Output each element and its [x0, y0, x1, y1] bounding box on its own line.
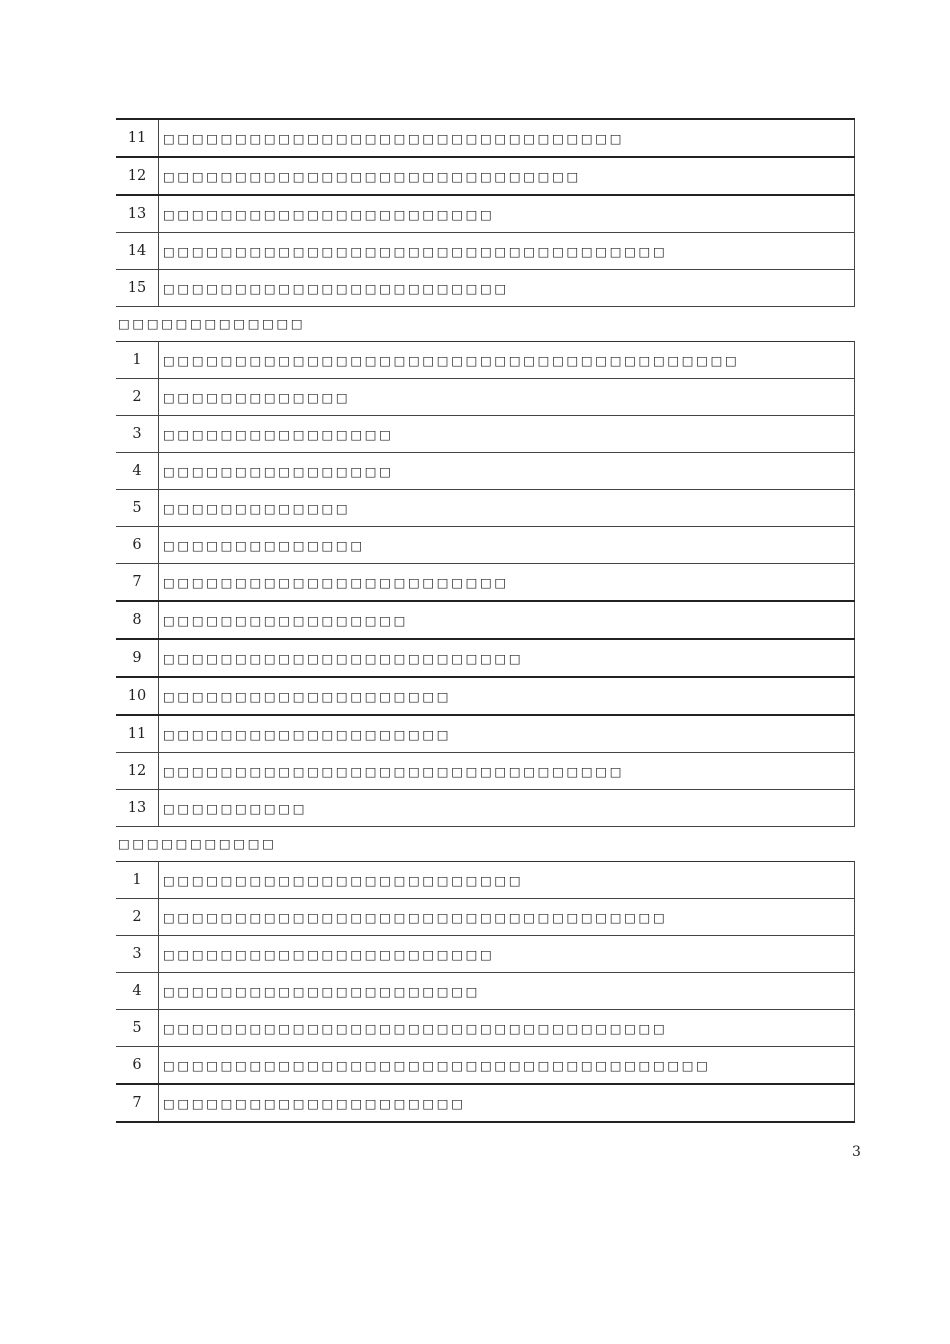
- table-row: [116, 416, 855, 453]
- row-number: 7: [116, 1084, 159, 1122]
- table-row: [116, 677, 855, 715]
- table-row: [116, 119, 855, 157]
- row-number: 10: [116, 677, 159, 715]
- row-text: □□□□□□□□□□□□□□□□□□□□: [159, 715, 855, 753]
- row-text: □□□□□□□□□□□□□□□□□: [159, 601, 855, 639]
- row-text: □□□□□□□□□□□□□□□□□□□□□□: [159, 973, 855, 1010]
- table-row: [116, 453, 855, 490]
- row-text: □□□□□□□□□□□□□□□□: [159, 453, 855, 490]
- row-number: 1: [116, 862, 159, 899]
- row-number: 13: [116, 195, 159, 233]
- item-table-c: [116, 861, 855, 1123]
- table-row: [116, 379, 855, 416]
- row-number: 12: [116, 753, 159, 790]
- item-table-a: [116, 118, 855, 307]
- row-text: □□□□□□□□□□□□□: [159, 379, 855, 416]
- row-number: 7: [116, 564, 159, 602]
- table-row: [116, 936, 855, 973]
- table-row: [116, 527, 855, 564]
- row-number: 5: [116, 1010, 159, 1047]
- row-number: 2: [116, 899, 159, 936]
- row-number: 11: [116, 715, 159, 753]
- row-text: □□□□□□□□□□□□□□□□□□□□□□□□□□□□□□□□□□□□□□: [159, 1047, 855, 1085]
- section-heading-b: □□□□□□□□□□□□□: [118, 316, 306, 331]
- row-text: □□□□□□□□□□□□□□□□□□□□□□□□□□□□□□□□: [159, 119, 855, 157]
- table-row: [116, 753, 855, 790]
- row-number: 15: [116, 270, 159, 307]
- row-number: 6: [116, 1047, 159, 1085]
- item-table-b: [116, 341, 855, 827]
- row-text: □□□□□□□□□□□□□□□□□□□□□□□□□□□□□□□□□□□: [159, 233, 855, 270]
- row-text: □□□□□□□□□□□□□□□□□□□□□□□□□: [159, 639, 855, 677]
- table-row: [116, 157, 855, 195]
- row-text: □□□□□□□□□□□□□□□□□□□□: [159, 677, 855, 715]
- table-row: [116, 195, 855, 233]
- row-number: 12: [116, 157, 159, 195]
- table-row: [116, 233, 855, 270]
- row-number: 5: [116, 490, 159, 527]
- row-number: 14: [116, 233, 159, 270]
- table-row: [116, 715, 855, 753]
- row-number: 13: [116, 790, 159, 827]
- table-row: [116, 490, 855, 527]
- row-text: □□□□□□□□□□□□□□: [159, 527, 855, 564]
- row-text: □□□□□□□□□□□□□□□□□□□□□□□□□: [159, 862, 855, 899]
- table-row: [116, 342, 855, 379]
- row-number: 6: [116, 527, 159, 564]
- row-number: 9: [116, 639, 159, 677]
- row-text: □□□□□□□□□□□□□□□□□□□□□□□□□□□□□□□□□□□: [159, 899, 855, 936]
- table-row: [116, 862, 855, 899]
- row-number: 3: [116, 416, 159, 453]
- table-row: [116, 1047, 855, 1085]
- table-row: [116, 601, 855, 639]
- row-number: 3: [116, 936, 159, 973]
- row-text: □□□□□□□□□□□□□: [159, 490, 855, 527]
- row-text: □□□□□□□□□□□□□□□□□□□□□□□□: [159, 270, 855, 307]
- row-number: 8: [116, 601, 159, 639]
- table-row: [116, 899, 855, 936]
- row-text: □□□□□□□□□□: [159, 790, 855, 827]
- row-number: 11: [116, 119, 159, 157]
- table-row: [116, 790, 855, 827]
- row-text: □□□□□□□□□□□□□□□□□□□□□□□□: [159, 564, 855, 602]
- row-text: □□□□□□□□□□□□□□□□□□□□□□□: [159, 195, 855, 233]
- row-text: □□□□□□□□□□□□□□□□□□□□□□□□□□□□□: [159, 157, 855, 195]
- table-row: [116, 1010, 855, 1047]
- row-number: 4: [116, 453, 159, 490]
- row-text: □□□□□□□□□□□□□□□□□□□□□□□: [159, 936, 855, 973]
- row-text: □□□□□□□□□□□□□□□□: [159, 416, 855, 453]
- table-row: [116, 639, 855, 677]
- row-number: 2: [116, 379, 159, 416]
- row-number: 1: [116, 342, 159, 379]
- row-text: □□□□□□□□□□□□□□□□□□□□□□□□□□□□□□□□□□□□□□□□: [159, 342, 855, 379]
- table-row: [116, 270, 855, 307]
- section-heading-c: □□□□□□□□□□□: [118, 836, 277, 851]
- row-text: □□□□□□□□□□□□□□□□□□□□□□□□□□□□□□□□□□□: [159, 1010, 855, 1047]
- table-row: [116, 1084, 855, 1122]
- row-text: □□□□□□□□□□□□□□□□□□□□□□□□□□□□□□□□: [159, 753, 855, 790]
- row-text: □□□□□□□□□□□□□□□□□□□□□: [159, 1084, 855, 1122]
- row-number: 4: [116, 973, 159, 1010]
- page-number: 3: [852, 1144, 861, 1160]
- table-row: [116, 564, 855, 602]
- table-row: [116, 973, 855, 1010]
